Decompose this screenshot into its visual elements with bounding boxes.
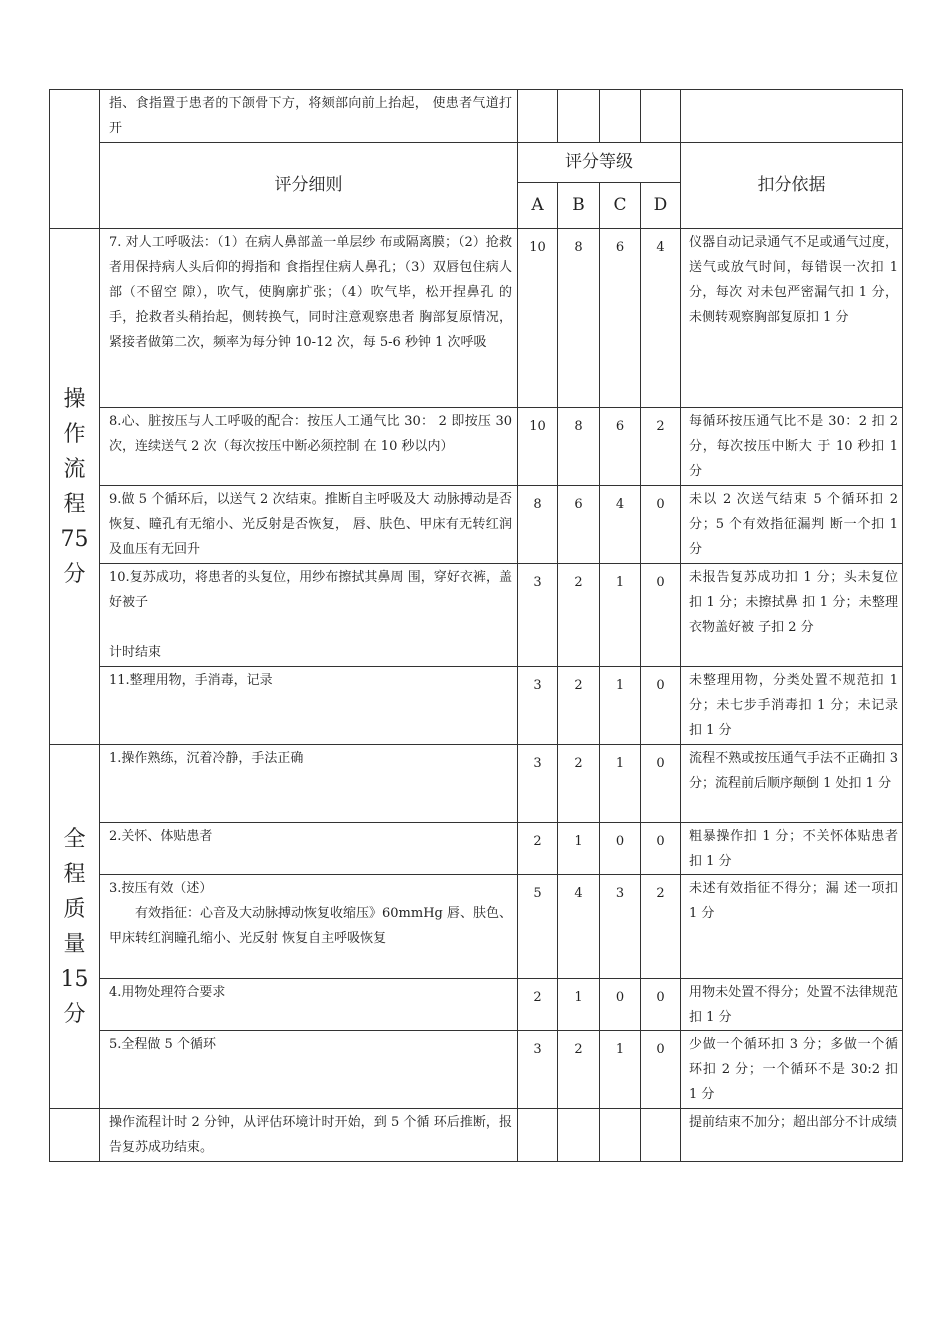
table-row <box>50 486 903 564</box>
detail-cell <box>100 564 518 667</box>
score-b: 2 <box>558 564 600 667</box>
score-a: 3 <box>518 564 558 667</box>
continuation-row <box>50 90 903 143</box>
score-b: 8 <box>558 408 600 486</box>
table-row <box>50 667 903 745</box>
score-c: 4 <box>600 486 641 564</box>
score-b: 2 <box>558 745 600 823</box>
table-row <box>50 229 903 408</box>
score-d: 2 <box>641 875 681 979</box>
score-c: 3 <box>600 875 641 979</box>
score-d: 0 <box>641 564 681 667</box>
grade-cell <box>641 90 681 143</box>
score-a: 8 <box>518 486 558 564</box>
table-row <box>50 564 903 667</box>
detail-text: 10.复苏成功，将患者的头复位，用纱布擦拭其鼻周 围，穿好衣裤，盖好被子 <box>109 570 512 610</box>
deduct-cell: 粗暴操作扣 1 分；不关怀体贴患者扣 1 分 <box>681 823 903 875</box>
section-operation-label: 操 作 流 程 75 分 <box>50 229 100 745</box>
deduct-cell <box>681 90 903 143</box>
score-a: 2 <box>518 979 558 1031</box>
detail-cell: 7. 对人工呼吸法：（1）在病人鼻部盖一单层纱 布或隔离膜；（2）抢救者用保持病人头后仰的拇指和 食指捏住病人鼻孔；（3）双唇包住病人部（不留空 隙），吹气，使胸廓扩张；（4）吹气毕，松开捏鼻孔 的手，抢救者头稍抬起，侧转换气，同时注意观察患者 胸部复原情况，紧接者做第二次，频率为每分钟 10-12 次，每 5-6 秒钟 1 次呼吸 <box>100 229 518 408</box>
score-d: 2 <box>641 408 681 486</box>
header-row <box>50 143 903 183</box>
deduct-cell: 未以 2 次送气结束 5 个循环扣 2 分；5 个有效指征漏判 断一个扣 1 分 <box>681 486 903 564</box>
grade-a: A <box>518 183 558 229</box>
score-d: 4 <box>641 229 681 408</box>
score-b: 1 <box>558 823 600 875</box>
deduct-cell: 流程不熟或按压通气手法不正确扣 3 分；流程前后顺序颠倒 1 处扣 1 分 <box>681 745 903 823</box>
score-b: 2 <box>558 1031 600 1109</box>
deduct-cell: 每循环按压通气比不是 30：2 扣 2 分，每次按压中断大 于 10 秒扣 1 分 <box>681 408 903 486</box>
score-a: 5 <box>518 875 558 979</box>
detail-header: 评分细则 <box>100 143 518 229</box>
score-d: 0 <box>641 1031 681 1109</box>
detail-cell: 指、食指置于患者的下颌骨下方，将颏部向前上抬起， 使患者气道打开 <box>100 90 518 143</box>
blank-section-cell <box>50 90 100 229</box>
score-a: 10 <box>518 229 558 408</box>
deduct-header: 扣分依据 <box>681 143 903 229</box>
score-b: 2 <box>558 667 600 745</box>
score-b: 6 <box>558 486 600 564</box>
score-d <box>641 1109 681 1162</box>
detail-cell: 2.关怀、体贴患者 <box>100 823 518 875</box>
table-row <box>50 745 903 823</box>
detail-cell: 操作流程计时 2 分钟，从评估环境计时开始，到 5 个循 环后推断，报告复苏成功结束。 <box>100 1109 518 1162</box>
grade-header: 评分等级 <box>518 143 681 183</box>
detail-cell: 4.用物处理符合要求 <box>100 979 518 1031</box>
table-row <box>50 979 903 1031</box>
score-d: 0 <box>641 979 681 1031</box>
detail-cell: 5.全程做 5 个循环 <box>100 1031 518 1109</box>
scoring-table <box>49 89 903 1162</box>
grade-c: C <box>600 183 641 229</box>
grade-d: D <box>641 183 681 229</box>
score-c <box>600 1109 641 1162</box>
score-b: 4 <box>558 875 600 979</box>
detail-cell: 11.整理用物，手消毒，记录 <box>100 667 518 745</box>
table-row <box>50 1031 903 1109</box>
score-d: 0 <box>641 486 681 564</box>
detail-text: 3.按压有效（述） <box>109 881 213 896</box>
detail-cell <box>100 875 518 979</box>
score-b: 8 <box>558 229 600 408</box>
detail-extra: 有效指征：心音及大动脉搏动恢复收缩压》60mmHg 唇、肤色、甲床转红润瞳孔缩小、光反射 恢复自主呼吸恢复 <box>109 906 512 946</box>
score-c: 0 <box>600 979 641 1031</box>
grade-cell <box>558 90 600 143</box>
deduct-cell: 仪器自动记录通气不足或通气过度，送气或放气时间，每错误一次扣 1 分，每次 对未包严密漏气扣 1 分， 未侧转观察胸部复原扣 1 分 <box>681 229 903 408</box>
score-a: 3 <box>518 667 558 745</box>
grade-cell <box>518 90 558 143</box>
score-b: 1 <box>558 979 600 1031</box>
score-a: 10 <box>518 408 558 486</box>
score-c: 1 <box>600 745 641 823</box>
deduct-cell: 提前结束不加分；超出部分不计成绩 <box>681 1109 903 1162</box>
score-a: 3 <box>518 1031 558 1109</box>
table-row <box>50 408 903 486</box>
section-quality-label: 全 程 质 量 15 分 <box>50 745 100 1109</box>
detail-cell: 1.操作熟练，沉着冷静，手法正确 <box>100 745 518 823</box>
detail-extra: 计时结束 <box>109 645 162 660</box>
deduct-cell: 少做一个循环扣 3 分；多做一个循环扣 2 分；一个循环不是 30:2 扣 1 分 <box>681 1031 903 1109</box>
score-d: 0 <box>641 667 681 745</box>
score-c: 6 <box>600 408 641 486</box>
score-c: 0 <box>600 823 641 875</box>
score-d: 0 <box>641 745 681 823</box>
score-a <box>518 1109 558 1162</box>
deduct-cell: 未报告复苏成功扣 1 分；头未复位扣 1 分；未擦拭鼻 扣 1 分；未整理衣物盖好被 子扣 2 分 <box>681 564 903 667</box>
score-a: 2 <box>518 823 558 875</box>
score-a: 3 <box>518 745 558 823</box>
detail-cell: 8.心、脏按压与人工呼吸的配合：按压人工通气比 30： 2 即按压 30 次，连续送气 2 次（每次按压中断必须控制 在 10 秒以内） <box>100 408 518 486</box>
score-b <box>558 1109 600 1162</box>
deduct-cell: 用物未处置不得分；处置不法律规范扣 1 分 <box>681 979 903 1031</box>
score-c: 6 <box>600 229 641 408</box>
table-row <box>50 823 903 875</box>
score-c: 1 <box>600 1031 641 1109</box>
grade-b: B <box>558 183 600 229</box>
deduct-cell: 未述有效指征不得分；漏 述一项扣 1 分 <box>681 875 903 979</box>
detail-cell: 9.做 5 个循环后，以送气 2 次结束。推断自主呼吸及大 动脉搏动是否恢复、瞳孔有无缩小、光反射是否恢复， 唇、肤色、甲床有无转红润及血压有无回升 <box>100 486 518 564</box>
blank-section-cell <box>50 1109 100 1162</box>
score-c: 1 <box>600 564 641 667</box>
score-d: 0 <box>641 823 681 875</box>
deduct-cell: 未整理用物，分类处置不规范扣 1 分；未七步手消毒扣 1 分；未记录扣 1 分 <box>681 667 903 745</box>
score-c: 1 <box>600 667 641 745</box>
grade-cell <box>600 90 641 143</box>
table-row <box>50 875 903 979</box>
table-row <box>50 1109 903 1162</box>
